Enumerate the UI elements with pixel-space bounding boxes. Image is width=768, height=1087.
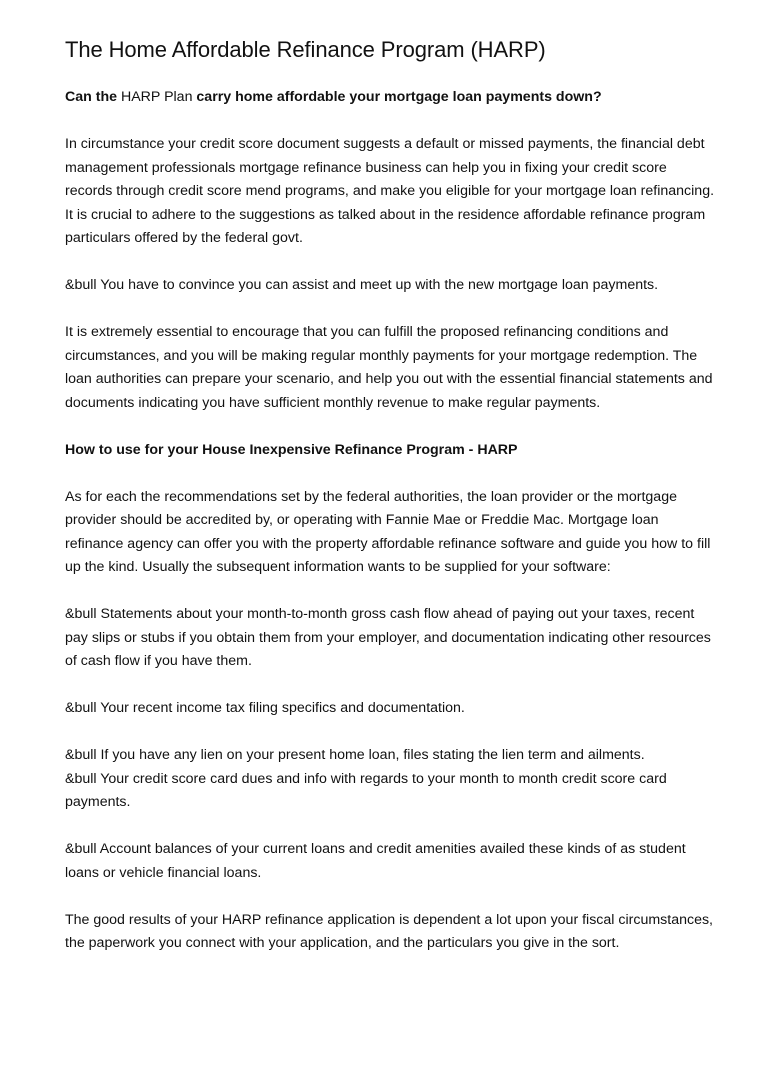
document-page xyxy=(65,36,715,979)
bullet-lien-files: &bull If you have any lien on your present home loan, files stating the lien term and ailments. xyxy=(65,747,645,763)
paragraph-credit-repair: In circumstance your credit score document suggests a default or missed payments, the financial debt management professionals mortgage refinance business can help you in fixing your credit score records through credit score mend programs, and make you eligible for your mortgage loan refinancing. It is crucial to adhere to the suggestions as talked about in the residence affordable refinance program particulars offered by the federal govt. xyxy=(65,136,715,246)
paragraph-recommendations: As for each the recommendations set by the federal authorities, the loan provider or the mortgage provider should be accredited by, or operating with Fannie Mae or Freddie Mac. Mortgage loan refinance agency can offer you with the property affordable refinance software and guide you how to fill up the kind. Usually the subsequent information wants to be supplied for your software: xyxy=(65,488,711,575)
section-heading-how-to-apply: How to use for your House Inexpensive Refinance Program - HARP xyxy=(65,441,518,458)
bullet-tax-filing: &bull Your recent income tax filing specifics and documentation. xyxy=(65,700,465,716)
document-title: The Home Affordable Refinance Program (HARP) xyxy=(65,37,546,62)
bullet-income-statements: &bull Statements about your month-to-month gross cash flow ahead of paying out your taxes, recent pay slips or stubs if you obtain them from your employer, and documentation indicating other resources of cash flow if you have them. xyxy=(65,606,711,669)
heading-part-3: carry home affordable your mortgage loan payments down? xyxy=(192,89,602,105)
section-heading-harp-plan xyxy=(65,86,715,110)
heading-part-1: Can the xyxy=(65,89,121,105)
paragraph-harp-results: The good results of your HARP refinance application is dependent a lot upon your fiscal circumstances, the paperwork you connect with your application, and the particulars you give in the sort. xyxy=(65,911,713,951)
paragraph-refinancing-conditions: It is extremely essential to encourage that you can fulfill the proposed refinancing conditions and circumstances, and you will be making regular monthly payments for your mortgage redemption. The loan authorities can prepare your scenario, and help you out with the essential financial statements and documents indicating you have sufficient monthly revenue to make regular payments. xyxy=(65,324,713,411)
bullet-meet-payments: &bull You have to convince you can assist and meet up with the new mortgage loan payments. xyxy=(65,277,659,293)
bullet-credit-card-dues: &bull Your credit score card dues and info with regards to your month to month credit score card payments. xyxy=(65,770,667,810)
bullet-account-balances: &bull Account balances of your current loans and credit amenities availed these kinds of as student loans or vehicle financial loans. xyxy=(65,841,686,881)
heading-part-2: HARP Plan xyxy=(120,89,193,105)
